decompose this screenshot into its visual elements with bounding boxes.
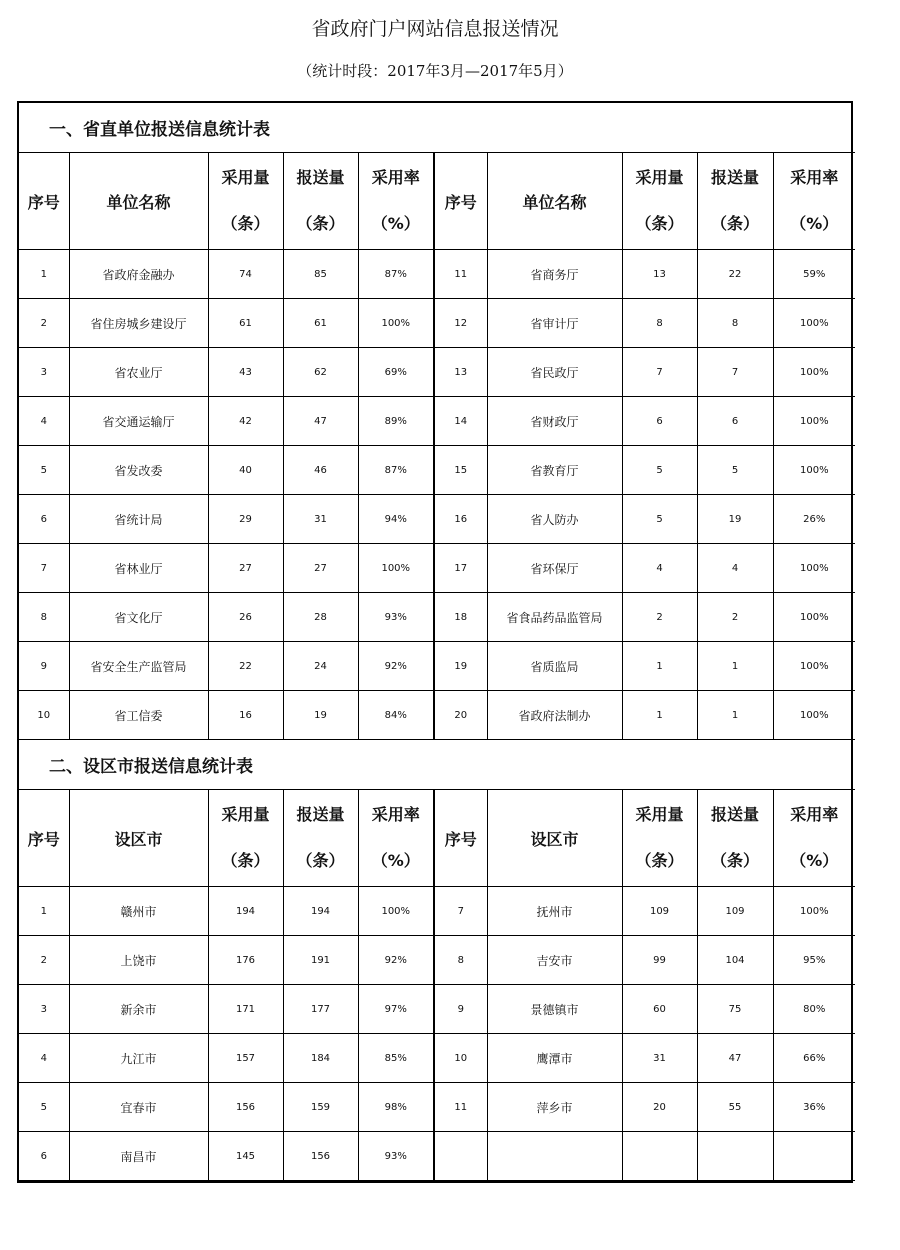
cell-rate: 97% [358,985,434,1034]
cell-submitted: 184 [283,1034,358,1083]
header-adopted-left-label: 采用量 [221,168,270,187]
header-adopted-left-label: 采用量 [221,805,270,824]
cell-no: 10 [19,691,69,740]
cell-submitted: 6 [697,397,773,446]
table-row [19,348,855,397]
cell-rate: 100% [773,397,855,446]
header-adopted-left [208,153,283,250]
cell-adopted: 22 [208,642,283,691]
table-row [19,397,855,446]
cell-name: 省农业厅 [69,348,208,397]
cell-no: 2 [19,299,69,348]
cell-rate: 100% [358,887,434,936]
table-row [19,1034,855,1083]
cell-adopted: 1 [622,642,697,691]
cell-no: 16 [434,495,487,544]
cell-no: 2 [19,936,69,985]
cell-submitted: 194 [283,887,358,936]
cell-name: 省住房城乡建设厅 [69,299,208,348]
header-submitted-left-label: 报送量 [296,805,345,824]
cell-submitted: 22 [697,250,773,299]
cell-adopted: 16 [208,691,283,740]
cell-submitted: 31 [283,495,358,544]
cell-name: 省财政厅 [487,397,622,446]
cell-name: 省文化厅 [69,593,208,642]
cell-no: 9 [19,642,69,691]
cell-name: 新余市 [69,985,208,1034]
cell-adopted: 2 [622,593,697,642]
header-rate-left [358,153,434,250]
cell-submitted: 27 [283,544,358,593]
cell-adopted: 20 [622,1083,697,1132]
cell-rate: 100% [773,642,855,691]
cell-adopted: 5 [622,446,697,495]
page-title: 省政府门户网站信息报送情况 [311,18,559,40]
cell-rate: 100% [773,593,855,642]
cell-submitted: 1 [697,691,773,740]
header-name-left: 单位名称 [69,153,208,250]
cell-no: 1 [19,250,69,299]
header-name-left: 设区市 [69,790,208,887]
header-submitted-right-unit: （条） [710,214,759,233]
header-submitted-left-unit: （条） [296,851,345,870]
cell-adopted: 26 [208,593,283,642]
cell-rate: 59% [773,250,855,299]
cell-rate: 100% [773,446,855,495]
cell-adopted: 13 [622,250,697,299]
cell-name: 省安全生产监管局 [69,642,208,691]
cell-name: 吉安市 [487,936,622,985]
header-submitted-right [697,790,773,887]
cell-no: 11 [434,1083,487,1132]
header-submitted-left [283,790,358,887]
cell-no: 13 [434,348,487,397]
cell-name: 省政府金融办 [69,250,208,299]
cell-no: 8 [19,593,69,642]
cell-rate: 100% [358,544,434,593]
cell-rate: 89% [358,397,434,446]
cell-adopted: 31 [622,1034,697,1083]
cell-no: 18 [434,593,487,642]
header-adopted-left-unit: （条） [221,851,270,870]
cell-no: 7 [19,544,69,593]
cell-no: 5 [19,446,69,495]
cell-adopted: 40 [208,446,283,495]
header-adopted-right-unit: （条） [635,851,684,870]
cell-name: 九江市 [69,1034,208,1083]
cell-submitted: 7 [697,348,773,397]
section1-header-row [19,153,855,250]
cell-submitted: 104 [697,936,773,985]
cell-name: 省民政厅 [487,348,622,397]
cell-rate: 98% [358,1083,434,1132]
cell-no: 10 [434,1034,487,1083]
table-row [19,642,855,691]
section1-title: 一、省直单位报送信息统计表 [19,103,855,153]
cell-rate: 84% [358,691,434,740]
cell-rate: 100% [773,691,855,740]
header-adopted-right [622,790,697,887]
cell-name: 南昌市 [69,1132,208,1181]
cell-adopted: 99 [622,936,697,985]
cell-name: 萍乡市 [487,1083,622,1132]
header-adopted-right-unit: （条） [635,214,684,233]
section2-title-row [19,740,855,790]
header-adopted-left-unit: （条） [221,214,270,233]
cell-no: 19 [434,642,487,691]
cell-name: 省工信委 [69,691,208,740]
cell-name: 景德镇市 [487,985,622,1034]
header-name-right: 设区市 [487,790,622,887]
cell-adopted: 5 [622,495,697,544]
cell-name: 省发改委 [69,446,208,495]
cell-no: 5 [19,1083,69,1132]
header-submitted-left-label: 报送量 [296,168,345,187]
cell-rate: 94% [358,495,434,544]
cell-submitted: 177 [283,985,358,1034]
cell-adopted: 171 [208,985,283,1034]
header-no-right: 序号 [434,153,487,250]
cell-adopted: 6 [622,397,697,446]
cell-name: 省林业厅 [69,544,208,593]
header-rate-right-label: 采用率 [790,168,839,187]
cell-rate: 100% [773,544,855,593]
cell-rate: 69% [358,348,434,397]
cell-adopted: 8 [622,299,697,348]
cell-submitted: 191 [283,936,358,985]
header-submitted-right [697,153,773,250]
cell-submitted: 46 [283,446,358,495]
cell-name [487,1132,622,1181]
cell-submitted: 2 [697,593,773,642]
cell-adopted: 74 [208,250,283,299]
cell-submitted: 19 [283,691,358,740]
cell-submitted: 28 [283,593,358,642]
header-submitted-right-unit: （条） [710,851,759,870]
cell-adopted: 29 [208,495,283,544]
cell-name: 省审计厅 [487,299,622,348]
cell-name: 省质监局 [487,642,622,691]
cell-submitted: 62 [283,348,358,397]
cell-rate: 100% [358,299,434,348]
table-row [19,299,855,348]
cell-no: 3 [19,348,69,397]
section1-title-row [19,103,855,153]
cell-adopted: 109 [622,887,697,936]
cell-name: 省人防办 [487,495,622,544]
table-row [19,495,855,544]
cell-name: 省统计局 [69,495,208,544]
cell-rate: 66% [773,1034,855,1083]
cell-rate: 93% [358,1132,434,1181]
cell-rate: 92% [358,936,434,985]
cell-submitted: 75 [697,985,773,1034]
table-row [19,936,855,985]
cell-submitted: 85 [283,250,358,299]
cell-rate: 92% [358,642,434,691]
cell-submitted: 47 [697,1034,773,1083]
header-submitted-left [283,153,358,250]
cell-name: 省食品药品监管局 [487,593,622,642]
cell-no [434,1132,487,1181]
header-no-right: 序号 [434,790,487,887]
cell-submitted: 8 [697,299,773,348]
cell-name: 上饶市 [69,936,208,985]
cell-submitted [697,1132,773,1181]
cell-submitted: 5 [697,446,773,495]
cell-submitted: 55 [697,1083,773,1132]
cell-rate: 93% [358,593,434,642]
cell-adopted: 145 [208,1132,283,1181]
cell-no: 4 [19,397,69,446]
cell-name: 省教育厅 [487,446,622,495]
cell-name: 宜春市 [69,1083,208,1132]
header-rate-right [773,153,855,250]
cell-submitted: 19 [697,495,773,544]
cell-submitted: 61 [283,299,358,348]
cell-submitted: 24 [283,642,358,691]
cell-no: 3 [19,985,69,1034]
header-submitted-right-label: 报送量 [710,805,759,824]
cell-no: 14 [434,397,487,446]
cell-no: 1 [19,887,69,936]
cell-submitted: 4 [697,544,773,593]
cell-adopted [622,1132,697,1181]
cell-no: 6 [19,495,69,544]
cell-no: 9 [434,985,487,1034]
header-rate-right [773,790,855,887]
table-row [19,691,855,740]
table-row [19,1132,855,1181]
header-no-left: 序号 [19,153,69,250]
cell-adopted: 194 [208,887,283,936]
cell-rate: 36% [773,1083,855,1132]
header-adopted-left [208,790,283,887]
cell-adopted: 7 [622,348,697,397]
header-rate-left-label: 采用率 [371,805,420,824]
cell-no: 6 [19,1132,69,1181]
cell-adopted: 4 [622,544,697,593]
statistics-sheet [17,101,853,1183]
header-adopted-right-label: 采用量 [635,168,684,187]
cell-submitted: 156 [283,1132,358,1181]
header-adopted-right-label: 采用量 [635,805,684,824]
cell-adopted: 27 [208,544,283,593]
header-rate-right-unit: （%） [790,214,839,233]
cell-name: 赣州市 [69,887,208,936]
cell-no: 20 [434,691,487,740]
section2-title: 二、设区市报送信息统计表 [19,740,855,790]
header-rate-right-unit: （%） [790,851,839,870]
cell-adopted: 42 [208,397,283,446]
cell-name: 抚州市 [487,887,622,936]
cell-no: 8 [434,936,487,985]
cell-adopted: 156 [208,1083,283,1132]
cell-name: 省交通运输厅 [69,397,208,446]
header-rate-left-unit: （%） [371,214,420,233]
cell-adopted: 61 [208,299,283,348]
cell-no: 15 [434,446,487,495]
section2-header-row [19,790,855,887]
cell-adopted: 1 [622,691,697,740]
cell-no: 4 [19,1034,69,1083]
cell-no: 12 [434,299,487,348]
header-rate-right-label: 采用率 [790,805,839,824]
cell-rate: 85% [358,1034,434,1083]
cell-rate: 100% [773,348,855,397]
table-row [19,446,855,495]
cell-no: 7 [434,887,487,936]
header-rate-left [358,790,434,887]
table-row [19,985,855,1034]
header-no-left: 序号 [19,790,69,887]
cell-no: 17 [434,544,487,593]
table-row [19,593,855,642]
page-subtitle: （统计时段：2017年3月—2017年5月） [297,62,573,80]
cell-adopted: 43 [208,348,283,397]
cell-adopted: 60 [622,985,697,1034]
header-name-right: 单位名称 [487,153,622,250]
cell-submitted: 47 [283,397,358,446]
cell-submitted: 159 [283,1083,358,1132]
header-submitted-right-label: 报送量 [710,168,759,187]
cell-name: 省商务厅 [487,250,622,299]
cell-adopted: 176 [208,936,283,985]
statistics-table [19,103,855,1181]
cell-submitted: 1 [697,642,773,691]
cell-rate: 26% [773,495,855,544]
table-row [19,544,855,593]
cell-name: 省环保厅 [487,544,622,593]
cell-name: 省政府法制办 [487,691,622,740]
cell-rate: 100% [773,887,855,936]
header-rate-left-label: 采用率 [371,168,420,187]
cell-rate [773,1132,855,1181]
header-adopted-right [622,153,697,250]
cell-submitted: 109 [697,887,773,936]
cell-adopted: 157 [208,1034,283,1083]
cell-no: 11 [434,250,487,299]
cell-rate: 87% [358,250,434,299]
cell-rate: 87% [358,446,434,495]
cell-rate: 100% [773,299,855,348]
cell-name: 鹰潭市 [487,1034,622,1083]
cell-rate: 95% [773,936,855,985]
cell-rate: 80% [773,985,855,1034]
table-row [19,1083,855,1132]
header-submitted-left-unit: （条） [296,214,345,233]
table-row [19,250,855,299]
header-rate-left-unit: （%） [371,851,420,870]
table-row [19,887,855,936]
